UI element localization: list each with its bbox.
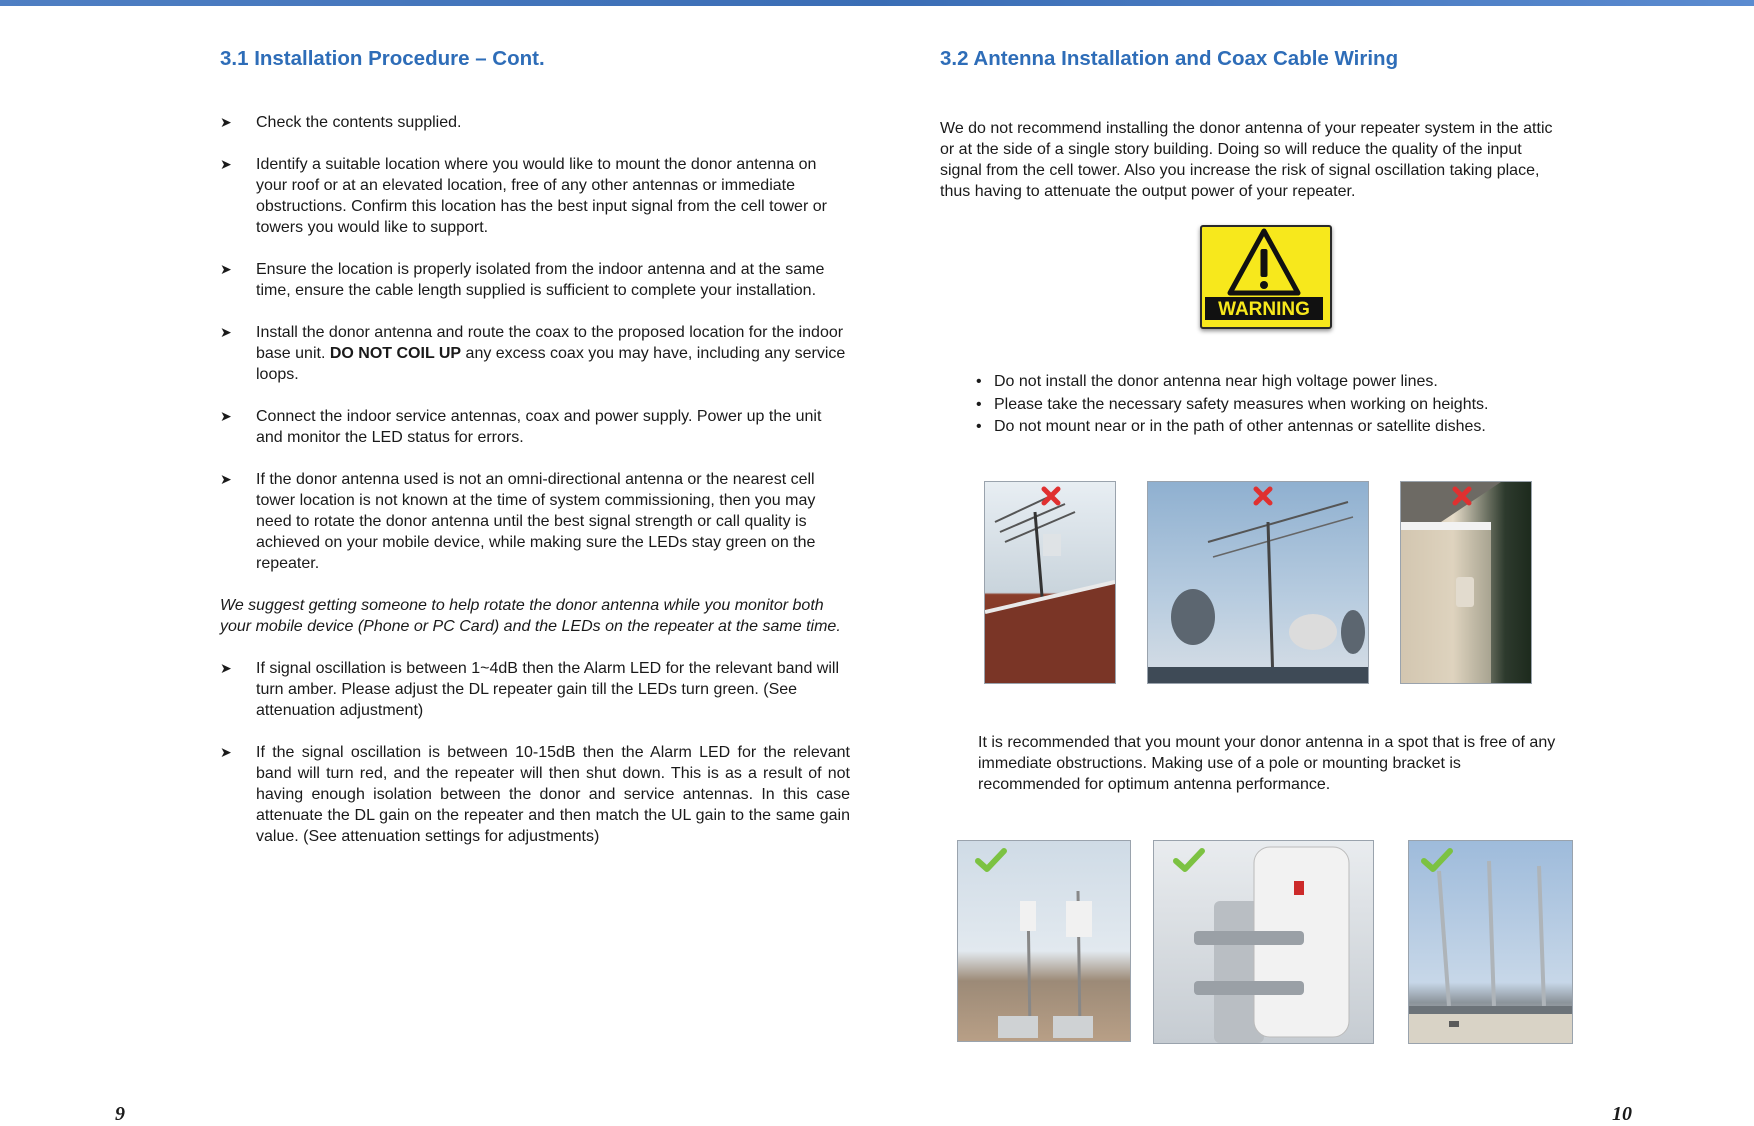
arrow-bullet-icon: ➤ bbox=[220, 744, 232, 760]
photo-bad-near-wall bbox=[1400, 481, 1532, 684]
antenna-near-powerline-image bbox=[985, 482, 1115, 683]
cross-mark-icon bbox=[1252, 485, 1274, 507]
intro-paragraph: We do not recommend installing the donor antenna of your repeater system in the attic or at the side of a single story building. Doing so will reduce the quality of the input signal from the cell tower. Also you increase the risk of signal oscillation taking place, thus having to attenuate the output power of your repeater. bbox=[940, 120, 1553, 200]
check-mark-icon bbox=[974, 846, 1008, 874]
top-rule bbox=[0, 0, 1754, 6]
check-mark-icon bbox=[1172, 846, 1206, 874]
warning-triangle-icon bbox=[1202, 227, 1326, 323]
arrow-bullet-icon: ➤ bbox=[220, 261, 232, 277]
list-item: • Do not mount near or in the path of other antennas or satellite dishes. bbox=[974, 416, 1489, 439]
list-item: ➤ Connect the indoor service antennas, coax and power supply. Power up the unit and monitor the LED status for errors. bbox=[220, 408, 822, 446]
check-mark-icon bbox=[1420, 846, 1454, 874]
photo-bad-near-wire bbox=[984, 481, 1116, 684]
list-item: ➤ Install the donor antenna and route the coax to the proposed location for the indoor base unit. DO NOT COIL UP any excess coax you may have, including any service loops. bbox=[220, 324, 846, 383]
helper-note: We suggest getting someone to help rotate the donor antenna while you monitor both your mobile device (Phone or PC Card) and the LEDs on the repeater at the same time. bbox=[220, 597, 841, 635]
coil-warning-bold: DO NOT COIL UP bbox=[329, 345, 462, 362]
arrow-bullet-icon: ➤ bbox=[220, 324, 232, 340]
arrow-bullet-icon: ➤ bbox=[220, 408, 232, 424]
list-item: ➤ If the donor antenna used is not an omni-directional antenna or the nearest cell tower location is not known at the time of system commissioning, then you may need to rotate the donor antenna until the best signal strength or call quality is achieved on your mobile device, while making sure the LEDs stay green on the repeater. bbox=[220, 471, 816, 572]
antennas-and-dishes-image bbox=[1148, 482, 1368, 683]
list-item: ➤ Check the contents supplied. bbox=[220, 114, 462, 131]
arrow-bullet-icon: ➤ bbox=[220, 114, 232, 130]
list-item: • Please take the necessary safety measures when working on heights. bbox=[974, 394, 1489, 417]
list-item: ➤ If signal oscillation is between 1~4dB then the Alarm LED for the relevant band will turn amber. Please adjust the DL repeater gain till the LEDs turn green. (See attenuation adjustment) bbox=[220, 660, 839, 719]
antenna-at-eave-image bbox=[1401, 482, 1531, 683]
section-heading-3-2: 3.2 Antenna Installation and Coax Cable Wiring bbox=[940, 47, 1399, 70]
procedure-list bbox=[220, 112, 850, 868]
arrow-bullet-icon: ➤ bbox=[220, 660, 232, 676]
page-number-left: 9 bbox=[115, 1103, 125, 1125]
warning-sign bbox=[1200, 225, 1332, 329]
list-item: ➤ If the signal oscillation is between 10-15dB then the Alarm LED for the relevant band will turn red, and the repeater will then shut down. This is as a result of not having enough isolation between the donor and service antennas. In this case attenuate the DL gain on the repeater and then match the UL gain to the same gain value. (See attenuation settings for adjustments) bbox=[220, 744, 850, 845]
list-item: ➤ Ensure the location is properly isolated from the indoor antenna and at the same time, ensure the cable length supplied is sufficient to complete your installation. bbox=[220, 261, 825, 299]
list-item: ➤ Identify a suitable location where you would like to mount the donor antenna on your roof or at an elevated location, free of any other antennas or immediate obstructions. Confirm this location has the best input signal from the cell tower or towers you would like to support. bbox=[220, 156, 827, 236]
arrow-bullet-icon: ➤ bbox=[220, 471, 232, 487]
page-number-right: 10 bbox=[1612, 1103, 1632, 1125]
warning-list bbox=[974, 371, 1489, 439]
list-item: • Do not install the donor antenna near high voltage power lines. bbox=[974, 371, 1489, 394]
cross-mark-icon bbox=[1451, 485, 1473, 507]
arrow-bullet-icon: ➤ bbox=[220, 156, 232, 172]
section-heading-3-1: 3.1 Installation Procedure – Cont. bbox=[220, 47, 545, 70]
recommend-paragraph: It is recommended that you mount your donor antenna in a spot that is free of any immediate obstructions. Making use of a pole or mounting bracket is recommended for optimum antenna performance. bbox=[978, 734, 1556, 793]
warning-label: WARNING bbox=[1218, 299, 1310, 320]
photo-bad-near-antennas bbox=[1147, 481, 1369, 684]
cross-mark-icon bbox=[1040, 485, 1062, 507]
